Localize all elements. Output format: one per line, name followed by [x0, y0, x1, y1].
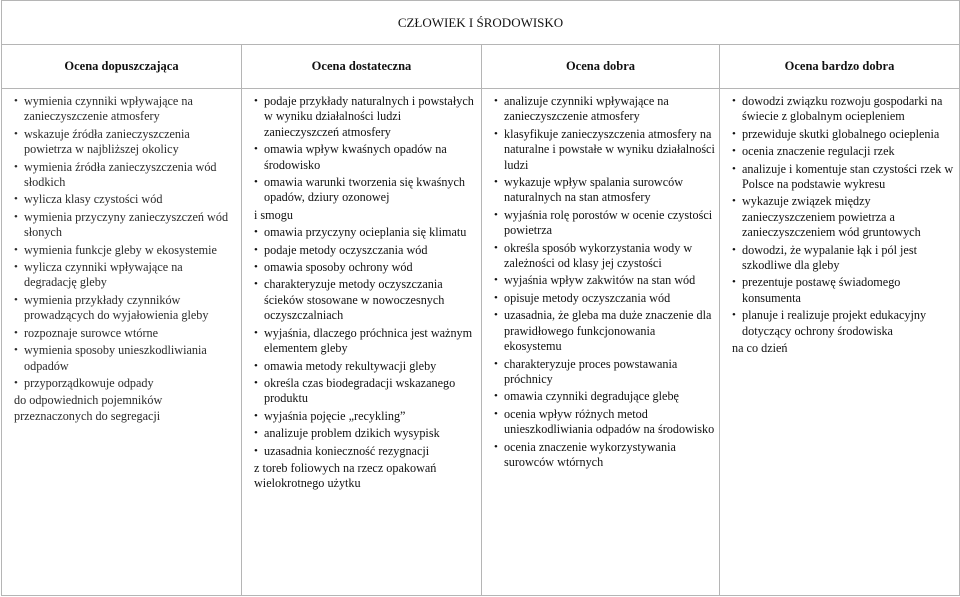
list-item: • analizuje i komentuje stan czystości rzek w Polsce na podstawie wykresu — [732, 162, 955, 193]
list-item: • klasyfikuje zanieczyszczenia atmosfery na naturalne i powstałe w wyniku działalności ludzi — [494, 127, 715, 173]
requirements-list — [732, 94, 955, 357]
column-header-bardzo-dobra: Ocena bardzo dobra — [720, 45, 960, 89]
list-item: • wylicza klasy czystości wód — [14, 192, 237, 207]
column-header-dobra: Ocena dobra — [482, 45, 720, 89]
list-item: • omawia przyczyny ocieplania się klimatu — [254, 225, 477, 240]
list-item: • wyjaśnia pojęcie „recykling” — [254, 409, 477, 424]
list-item: • opisuje metody oczyszczania wód — [494, 291, 715, 306]
grading-table — [1, 0, 960, 596]
list-item: • omawia warunki tworzenia się kwaśnych opadów, dziury ozonowej — [254, 175, 477, 206]
list-item: • wyjaśnia wpływ zakwitów na stan wód — [494, 273, 715, 288]
list-item: • wykazuje wpływ spalania surowców naturalnych na stan atmosfery — [494, 175, 715, 206]
list-item: • dowodzi związku rozwoju gospodarki na świecie z globalnym ociepleniem — [732, 94, 955, 125]
column-dopuszczajaca — [2, 89, 242, 596]
column-header-dostateczna: Ocena dostateczna — [242, 45, 482, 89]
list-item: z toreb foliowych na rzecz opakowań wielokrotnego użytku — [254, 460, 437, 491]
list-item: • wykazuje związek między zanieczyszczeniem powietrza a zanieczyszczeniem wód gruntowych — [732, 194, 955, 240]
list-item: • wymienia przyczyny zanieczyszczeń wód słonych — [14, 210, 237, 241]
list-item: • uzasadnia, że gleba ma duże znaczenie dla prawidłowego funkcjonowania ekosystemu — [494, 308, 715, 354]
list-item: • rozpoznaje surowce wtórne — [14, 326, 237, 341]
header-row — [2, 45, 960, 89]
list-item: • wyjaśnia, dlaczego próchnica jest ważnym elementem gleby — [254, 326, 477, 357]
content-row — [2, 89, 960, 596]
list-item: • określa sposób wykorzystania wody w zależności od klasy jej czystości — [494, 241, 715, 272]
list-item: • omawia metody rekultywacji gleby — [254, 359, 477, 374]
list-item: • wyjaśnia rolę porostów w ocenie czystości powietrza — [494, 208, 715, 239]
list-item: • dowodzi, że wypalanie łąk i pól jest szkodliwe dla gleby — [732, 243, 955, 274]
list-item: • wymienia przykłady czynników prowadzących do wyjałowienia gleby — [14, 293, 237, 324]
list-item: i smogu — [254, 207, 293, 222]
column-dobra — [482, 89, 720, 596]
list-item: • omawia sposoby ochrony wód — [254, 260, 477, 275]
list-item: na co dzień — [732, 341, 788, 356]
list-item: • uzasadnia konieczność rezygnacji — [254, 444, 477, 459]
list-item: • ocenia znaczenie wykorzystywania surowców wtórnych — [494, 440, 715, 471]
list-item: • omawia czynniki degradujące glebę — [494, 389, 715, 404]
column-dostateczna — [242, 89, 482, 596]
list-item: • prezentuje postawę świadomego konsumenta — [732, 275, 955, 306]
list-item: • wymienia czynniki wpływające na zanieczyszczenie atmosfery — [14, 94, 237, 125]
list-item: • podaje przykłady naturalnych i powstałych w wyniku działalności ludzi zanieczyszczeń atmosfery — [254, 94, 477, 140]
list-item: • planuje i realizuje projekt edukacyjny dotyczący ochrony środowiska — [732, 308, 955, 339]
list-item: • ocenia wpływ różnych metod unieszkodliwiania odpadów na środowisko — [494, 407, 715, 438]
list-item: • określa czas biodegradacji wskazanego produktu — [254, 376, 477, 407]
list-item: • charakteryzuje proces powstawania próchnicy — [494, 357, 715, 388]
list-item: do odpowiednich pojemników przeznaczonych do segregacji — [14, 393, 163, 423]
list-item: • wylicza czynniki wpływające na degradację gleby — [14, 260, 237, 291]
list-item: • wymienia sposoby unieszkodliwiania odpadów — [14, 343, 237, 374]
requirements-list — [494, 94, 715, 470]
list-item: • analizuje czynniki wpływające na zanieczyszczenie atmosfery — [494, 94, 715, 125]
column-header-dopuszczajaca: Ocena dopuszczająca — [2, 45, 242, 89]
page-title: CZŁOWIEK I ŚRODOWISKO — [2, 1, 960, 45]
list-item: • wskazuje źródła zanieczyszczenia powietrza w najbliższej okolicy — [14, 127, 237, 158]
list-item: • wymienia funkcje gleby w ekosystemie — [14, 243, 237, 258]
list-item: • analizuje problem dzikich wysypisk — [254, 426, 477, 441]
column-bardzo-dobra — [720, 89, 960, 596]
list-item: • przewiduje skutki globalnego ocieplenia — [732, 127, 955, 142]
list-item: • przyporządkowuje odpady — [14, 376, 237, 391]
requirements-list — [14, 94, 237, 424]
list-item: • omawia wpływ kwaśnych opadów na środowisko — [254, 142, 477, 173]
list-item: • charakteryzuje metody oczyszczania ścieków stosowane w nowoczesnych oczyszczalniach — [254, 277, 477, 323]
list-item: • podaje metody oczyszczania wód — [254, 243, 477, 258]
list-item: • ocenia znaczenie regulacji rzek — [732, 144, 955, 159]
list-item: • wymienia źródła zanieczyszczenia wód słodkich — [14, 160, 237, 191]
requirements-list — [254, 94, 477, 492]
